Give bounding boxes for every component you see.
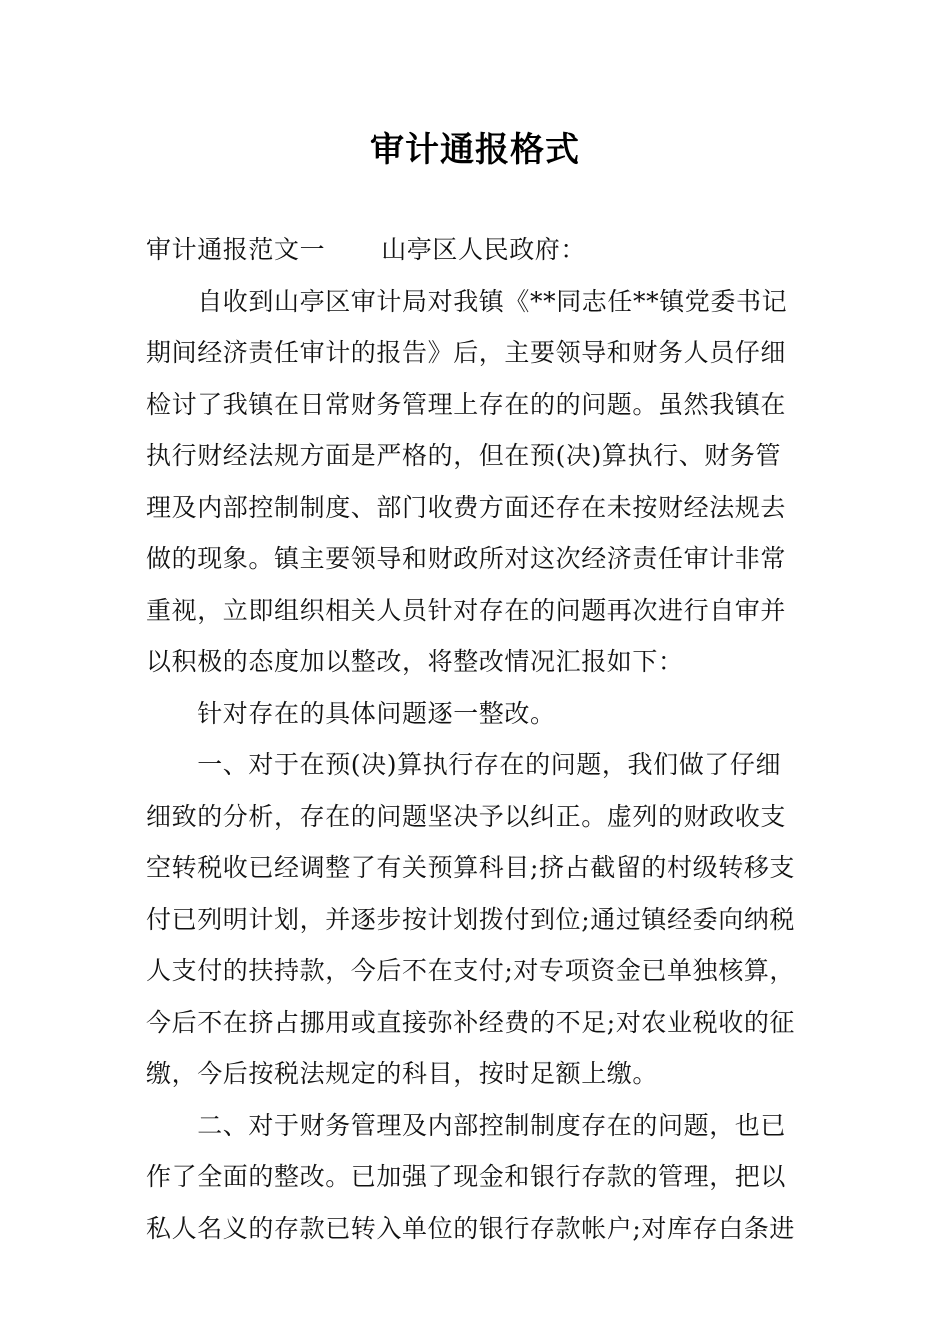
paragraph-line: 做的现象。镇主要领导和财政所对这次经济责任审计非常 [146, 544, 787, 573]
addressee: 山亭区人民政府： [381, 235, 587, 264]
document-title: 审计通报格式 [370, 130, 580, 170]
heading-line [146, 224, 810, 276]
paragraph-line: 人支付的扶持款，今后不在支付;对专项资金已单独核算， [146, 956, 796, 985]
paragraph-line: 期间经济责任审计的报告》后，主要领导和财务人员仔细 [146, 338, 787, 367]
paragraph-line: 缴，今后按税法规定的科目，按时足额上缴。 [146, 1059, 659, 1088]
paragraph-line: 细致的分析，存在的问题坚决予以纠正。虚列的财政收支 [146, 801, 787, 831]
paragraph-line: 执行财经法规方面是严格的，但在预(决)算执行、财务管 [146, 441, 782, 470]
paragraph-line: 重视，立即组织相关人员针对存在的问题再次进行自审并 [146, 595, 787, 625]
heading-label: 审计通报范文一 [146, 235, 326, 264]
document-body [146, 224, 810, 1254]
paragraph-line: 空转税收已经调整了有关预算科目;挤占截留的村级转移支 [146, 853, 796, 882]
paragraph-line: 作了全面的整改。已加强了现金和银行存款的管理，把以 [146, 1162, 787, 1191]
paragraph-line: 二、对于财务管理及内部控制制度存在的问题，也已 [146, 1110, 787, 1140]
paragraph-line: 以积极的态度加以整改，将整改情况汇报如下： [146, 647, 684, 676]
paragraph-line: 付已列明计划，并逐步按计划拨付到位;通过镇经委向纳税 [146, 904, 796, 934]
paragraph-line: 针对存在的具体问题逐一整改。 [146, 698, 556, 728]
paragraph-line: 一、对于在预(决)算执行存在的问题，我们做了仔细 [146, 750, 782, 779]
paragraph-line: 私人名义的存款已转入单位的银行存款帐户;对库存白条进 [146, 1213, 796, 1243]
paragraph-line: 检讨了我镇在日常财务管理上存在的的问题。虽然我镇在 [146, 389, 787, 419]
paragraph-line: 理及内部控制制度、部门收费方面还存在未按财经法规去 [146, 492, 787, 522]
paragraph-line: 今后不在挤占挪用或直接弥补经费的不足;对农业税收的征 [146, 1007, 796, 1037]
paragraph-line: 自收到山亭区审计局对我镇《**同志任**镇党委书记 [146, 286, 788, 316]
